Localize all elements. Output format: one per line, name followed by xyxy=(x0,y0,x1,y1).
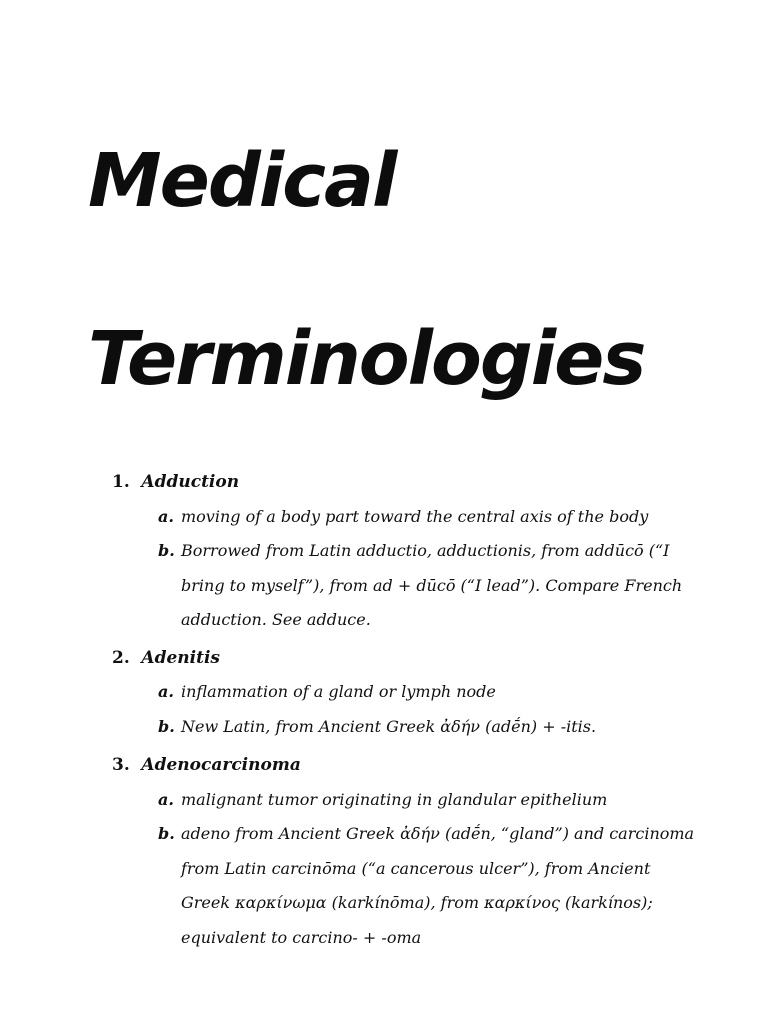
definition-letter: b. xyxy=(158,541,175,560)
definition-text: adeno from Ancient Greek ἀδήν (adḗn, “gland”) and carcinoma from Latin carcinōma (“a cancerous ulcer”), from Ancient Greek καρκίνωμα (karkínōma), from καρκίνος (karkínos); equivalent to carcino- + -oma xyxy=(181,824,695,947)
definition-letter: a. xyxy=(158,682,174,701)
definition-text: Borrowed from Latin adductio, adductionis, from addūcō (“I bring to myself”), from ad + dūcō (“I lead”). Compare French adduction. See adduce. xyxy=(181,541,683,629)
term-2-heading xyxy=(112,648,220,668)
definition-letter: a. xyxy=(158,790,174,809)
term-1-heading xyxy=(112,472,239,492)
term-2-definition-a xyxy=(158,675,698,710)
term-number: 1. xyxy=(112,472,130,492)
definition-letter: a. xyxy=(158,507,174,526)
definition-letter: b. xyxy=(158,717,175,736)
term-name: Adenitis xyxy=(141,648,220,668)
term-1-definition-a xyxy=(158,500,698,535)
definition-text: New Latin, from Ancient Greek ἀδήν (adḗn) + -itis. xyxy=(181,717,597,736)
definition-text: inflammation of a gland or lymph node xyxy=(181,682,496,701)
term-3-definition-b xyxy=(158,817,698,955)
definition-letter: b. xyxy=(158,824,175,843)
term-3-heading xyxy=(112,755,301,775)
term-number: 2. xyxy=(112,648,130,668)
term-1-definition-b xyxy=(158,534,698,638)
term-number: 3. xyxy=(112,755,130,775)
term-name: Adduction xyxy=(141,472,240,492)
definition-text: malignant tumor originating in glandular epithelium xyxy=(181,790,608,809)
term-3-definition-a xyxy=(158,783,698,818)
title-line-2: Terminologies xyxy=(88,316,645,402)
term-2-definition-b xyxy=(158,710,698,745)
title-line-1: Medical xyxy=(88,138,396,224)
term-name: Adenocarcinoma xyxy=(141,755,301,775)
definition-text: moving of a body part toward the central axis of the body xyxy=(181,507,649,526)
